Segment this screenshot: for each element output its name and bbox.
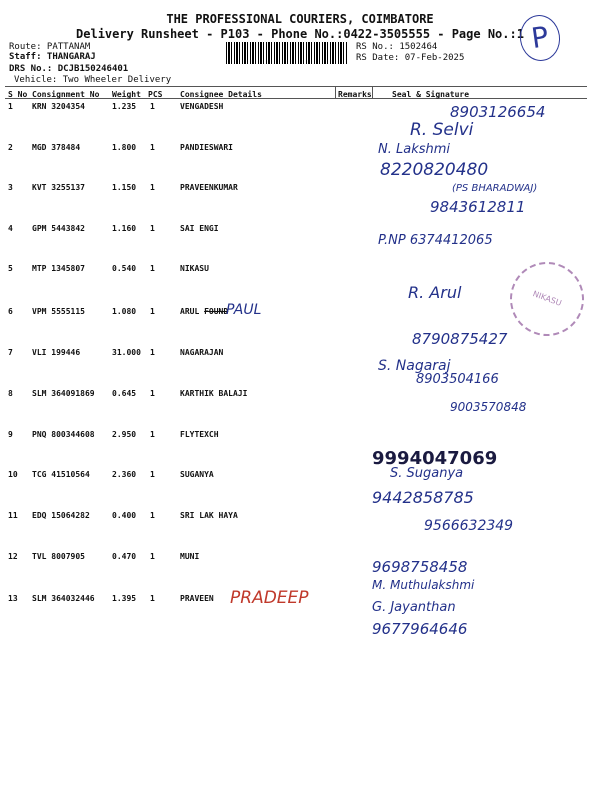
signature-row1-name: R. Selvi bbox=[410, 120, 474, 140]
drs-label: DRS No.: DCJB150246401 bbox=[9, 64, 129, 74]
staff-label: Staff: THANGARAJ bbox=[9, 52, 96, 62]
rs-date: RS Date: 07-Feb-2025 bbox=[356, 53, 465, 63]
signature-row7-name: S. Nagaraj bbox=[378, 358, 451, 374]
col-consignee: Consignee Details bbox=[180, 90, 262, 99]
col-weight: Weight bbox=[112, 90, 141, 99]
runsheet-subtitle: Delivery Runsheet - P103 - Phone No.:0422-3505555 - Page No.:1 bbox=[76, 27, 524, 41]
signature-row9-phone: 9994047069 bbox=[372, 448, 498, 469]
signature-row2-name: N. Lakshmi bbox=[378, 142, 451, 157]
signature-row3-name: (PS BHARADWAJ) bbox=[452, 183, 538, 194]
company-seal-stamp: NIKASU bbox=[500, 252, 595, 347]
handwritten-correction-paul: PAUL bbox=[226, 302, 262, 318]
handwritten-correction-pradeep: PRADEEP bbox=[230, 588, 309, 608]
signature-row1-phone: 8903126654 bbox=[450, 103, 546, 121]
signature-row11-phone: 9566632349 bbox=[424, 518, 514, 534]
barcode bbox=[226, 42, 348, 64]
signature-row12-phone: 9698758458 bbox=[372, 558, 468, 576]
signature-row10-name: S. Suganya bbox=[390, 466, 464, 481]
company-title: THE PROFESSIONAL COURIERS, COIMBATORE bbox=[166, 12, 434, 26]
signature-row12-name: M. Muthulakshmi bbox=[372, 578, 475, 592]
signature-row8-phone: 9003570848 bbox=[450, 400, 527, 414]
signature-row2-phone: 8220820480 bbox=[380, 160, 489, 180]
vehicle-label: Vehicle: Two Wheeler Delivery bbox=[14, 75, 172, 85]
signature-row7-phone: 8903504166 bbox=[416, 372, 499, 387]
signature-row10-phone: 9442858785 bbox=[372, 488, 474, 507]
consignee-struck: ARUL FOUND bbox=[180, 307, 229, 316]
signature-row6-phone: 8790875427 bbox=[412, 330, 508, 348]
signature-row6-name: R. Arul bbox=[408, 283, 462, 302]
col-signature: Seal & Signature bbox=[392, 90, 470, 99]
signature-row3-phone: 9843612811 bbox=[430, 198, 526, 216]
page-mark-circle: P bbox=[517, 12, 563, 63]
signature-row4: P.NP 6374412065 bbox=[378, 233, 493, 248]
route-label: Route: PATTANAM bbox=[9, 42, 91, 52]
col-sno: S No bbox=[8, 90, 28, 99]
col-consignment: Consignment No bbox=[32, 90, 100, 99]
col-remarks: Remarks bbox=[338, 90, 372, 99]
signature-row13-name: G. Jayanthan bbox=[372, 600, 456, 615]
col-pcs: PCS bbox=[148, 90, 163, 99]
signature-row13-phone: 9677964646 bbox=[372, 620, 468, 638]
rs-number: RS No.: 1502464 bbox=[356, 42, 438, 52]
